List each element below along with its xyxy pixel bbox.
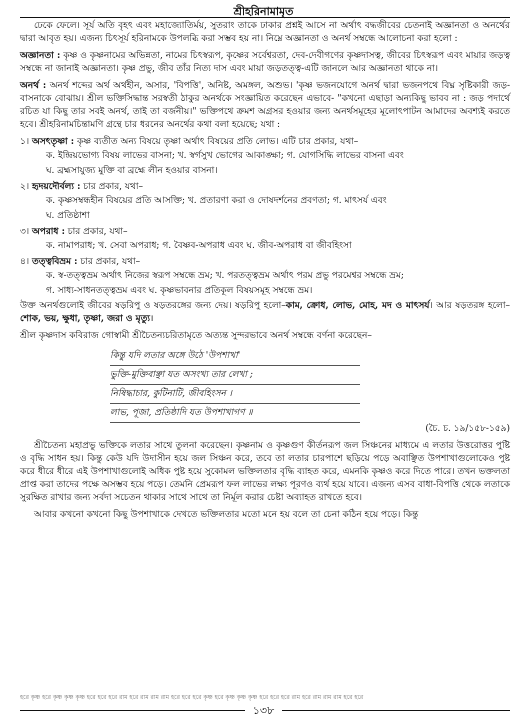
last-paragraph: আবার কখনো কখনো কিছু উপশাখাকে দেখতে ভক্তিলতার মতো মনে হয় বলে তা চেনা কঠিন হয়ে পড়ে। কিন্তু [34, 510, 419, 520]
anartha-text: অনর্থ শব্দের অর্থ অর্থহীন, অসার, 'বিপত্তি', অনিষ্ট, অমঙ্গল, অশুভ। 'কৃষ্ণ ভজনযোগে অনর্থ দ্বারা ভজনপথে বিঘ্ন সৃষ্টিকারী জড়-বাসনাকে বোঝায়। শ্রীল ভক্তিসিদ্ধান্ত সরস্বতী ঠাকুর অনর্থকে সংজ্ঞায়িত করেছেন এভাবে- "কখনো এছাড়া অন্যকিছু ভাবব না : জড় পদার্থে রচিত যা কিছু তার সবই অনর্থ, তাই তা বর্জনীয়।" ভক্তিপথে ক্রমশ অগ্রসর হওয়ার জন্য অনর্থসমূহের মূলোৎপাটন আমাদের অবশ্যই করতে হবে। শ্রীহরিনামচিন্তামণি গ্রন্থে চার ধরনের অনর্থের কথা বলা হয়েছে; যথা : [20, 81, 510, 130]
item-sub: ক. নামাপরাধ; খ. সেবা অপরাধ; গ. বৈষ্ণব-অপরাধ এবং ঘ. জীব-অপরাধ বা জীবহিংসা [46, 241, 352, 251]
ripu-pre: উক্ত অনর্থগুলোই জীবের ষড়রিপু ও ষড়তরঙ্গের জন্য দেয়। ষড়রিপু হলো– [20, 301, 286, 311]
item-label: অসৎতৃষ্ণা : [31, 137, 75, 147]
verse-line: কিন্তু যদি লতার অঙ্গে উঠে 'উপশাখা' [110, 347, 360, 366]
intro-paragraph: ঢেকে ফেলে। সূর্য অতি বৃহৎ এবং মহাজ্যোতির্ময়, সুতরাং তাকে ঢাকার প্রশ্নই আসে না অর্থাৎ বদ্ধজীবের চেতনাই অজ্ঞানতা ও অনর্থের দ্বারা আবৃত হয়। এজন্য চিৎসূর্য হরিনামকে উপলব্ধি করা সম্ভব হয় না। নিম্নে অজ্ঞানতা ও অনর্থ সম্বন্ধে আলোচনা করা হলো : [20, 21, 510, 44]
item-sub: গ. সাধ্য-সাধনতত্ত্বভ্রম এবং ঘ. কৃষ্ণভাবনার প্রতিকূল বিষয়সমূহ সম্বন্ধে ভ্রম। [46, 286, 313, 296]
item-text: চার প্রকার, যথা– [83, 182, 143, 192]
header-rule [20, 17, 510, 18]
anartha-item-2 [20, 181, 510, 223]
item-label: তত্ত্ববিভ্রম : [31, 257, 78, 267]
item-number: ৪। [20, 257, 30, 267]
page-body [20, 20, 510, 526]
ajnanata-text: কৃষ্ণ ও কৃষ্ণনামের অভিন্নতা, নামের চিৎস্বরূপ, কৃষ্ণের সর্বেশ্বরতা, দেব-দেবীগণের কৃষ্ণদাসত্ব, জীবের চিৎস্বরূপ এবং মায়ার জড়ত্ব সম্বন্ধে না জানাই অজ্ঞানতা। কৃষ্ণ প্রভু, জীব তাঁর নিত্য দাস এবং মায়া জড়তত্ত্ব-এটি জানলে আর অজ্ঞানতা থাকে না। [20, 51, 510, 74]
item-label: অপরাধ : [31, 227, 65, 237]
page-header-title: শ্রীহরিনামামৃত [233, 5, 294, 18]
item-sub: ক. ইন্দ্রিয়ভোগ্য বিষয় লাভের বাসনা; খ. স্বর্গসুখ ভোগের আকাঙ্ক্ষা; গ. যোগসিদ্ধি লাভের বাসনা এবং [46, 151, 404, 161]
anartha-item-1 [20, 136, 510, 178]
anartha-item-4 [20, 256, 510, 298]
anartha-label: অনর্থ : [20, 81, 47, 91]
page-number: ১৩৮ [245, 702, 282, 721]
anartha-item-3 [20, 226, 510, 253]
ajnanata-label: অজ্ঞানতা : [20, 51, 61, 61]
verse-line: ভুক্তি-মুক্তিবাঞ্ছা যত অসংখ্য তার লেখা ; [110, 366, 360, 385]
item-number: ২। [20, 182, 30, 192]
item-sub: ক. কৃষ্ণসম্বন্ধহীন বিষয়ের প্রতি আসক্তি; খ. প্রতারণা করা ও দোষদর্শনের প্রবণতা; গ. মাৎসর্য এবং [46, 196, 387, 206]
verse-reference: (চৈ. চ. ১৯/১৫৮-১৫৯) [425, 424, 510, 434]
verse-block [20, 347, 510, 423]
item-sub: ক. স্ব-তত্ত্বভ্রম অর্থাৎ নিজের স্বরূপ সম্বন্ধে ভ্রম; খ. পরতত্ত্বভ্রম অর্থাৎ পরম প্রভু পরমেশ্বর সম্বন্ধে ভ্রম; [46, 271, 404, 281]
ripu-paragraph [20, 300, 510, 326]
ajnanata-paragraph [20, 50, 510, 76]
verse-line: লাভ, পূজা, প্রতিষ্ঠাদি যত উপশাখাগণ ॥ [110, 404, 360, 423]
verse-line: নিষিদ্ধাচার, কুটিনাটি, জীবহিংসন । [110, 385, 360, 404]
kaviraj-paragraph: শ্রীল কৃষ্ণদাস কবিরাজ গোস্বামী শ্রীচৈতন্যচরিতামৃতে অত্যন্ত সুন্দরভাবে অনর্থ সম্বন্ধে বর্ণনা করেছেন– [20, 331, 372, 341]
item-sub: ঘ. ব্রহ্মসাযুজ্য মুক্তি বা ব্রহ্মে লীন হওয়ার বাসনা। [46, 166, 218, 176]
ripu-end: । [149, 314, 154, 324]
ripu-mid: । আর ষড়তরঙ্গ হলো– [429, 301, 510, 311]
ripu-enemies: কাম, ক্রোধ, লোভ, মোহ, মদ ও মাৎসর্য [285, 301, 430, 311]
ripu-waves: শোক, ভয়, ক্ষুধা, তৃষ্ণা, জরা ও মৃত্যু [20, 314, 150, 324]
item-text: চার প্রকার, যথা– [80, 257, 141, 267]
page-number-wrap [0, 702, 527, 721]
item-text: কৃষ্ণ ব্যতীত অন্য বিষয়ে তৃষ্ণা অর্থাৎ বিষয়ের প্রতি লোভ। এটি চার প্রকার, যথা– [77, 137, 359, 147]
item-label: হৃদয়দৌর্বল্য : [31, 182, 81, 192]
explanation-paragraph: শ্রীচৈতন্য মহাপ্রভু ভক্তিকে লতার সাথে তুলনা করেছেন। কৃষ্ণনাম ও কৃষ্ণগুণ কীর্তনরূপ জল সিঞ্চনের মাধ্যমে এ লতার উত্তরোত্তর পুষ্টি ও বৃদ্ধি সাধন হয়। কিন্তু কেউ যদি উদাসীন হয়ে জল সিঞ্চন করে, তবে তা লতার চারপাশে ছড়িয়ে পড়ে অবাঞ্ছিত উপশাখাগুলোকেও পুষ্ট করে ধীরে ধীরে এই উপশাখাগুলোই অধিক পুষ্ট হয়ে সুকোমল ভক্তিলতার বৃদ্ধি ব্যাহত করে, এমনকি কৃষ্ণও করে দিতে পারে। তখন ভক্তলতা প্রাপ্ত করা তাদের পক্ষে অসম্ভব হয়ে পড়ে। তেমনি প্রেমরূপ ফল লাভের লক্ষ্য পূরণও ব্যর্থ হয়ে যাবে। এজন্য এসব বাধা-বিপত্তি থেকে লতাকে সুরক্ষিত রাখার জন্য সর্বদা সচেতন থাকার সাথে সাথে তা নির্মূল করার চেষ্টা অব্যাহত রাখতে হবে। [20, 441, 510, 503]
anartha-paragraph [20, 80, 510, 132]
item-number: ৩। [20, 227, 30, 237]
item-text: চার প্রকার, যথা– [67, 227, 128, 237]
item-sub: ঘ. প্রতিষ্ঠাশা [46, 211, 90, 221]
item-number: ১। [20, 137, 30, 147]
footer-mantra-border: হরে কৃষ্ণ হরে কৃষ্ণ কৃষ্ণ কৃষ্ণ হরে হরে হরে রাম হরে রাম রাম রাম হরে হরে হরে কৃষ্ণ হরে কৃষ্ণ কৃষ্ণ কৃষ্ণ হরে হরে হরে রাম হরে রাম রাম রাম হরে হরে [20, 694, 364, 701]
